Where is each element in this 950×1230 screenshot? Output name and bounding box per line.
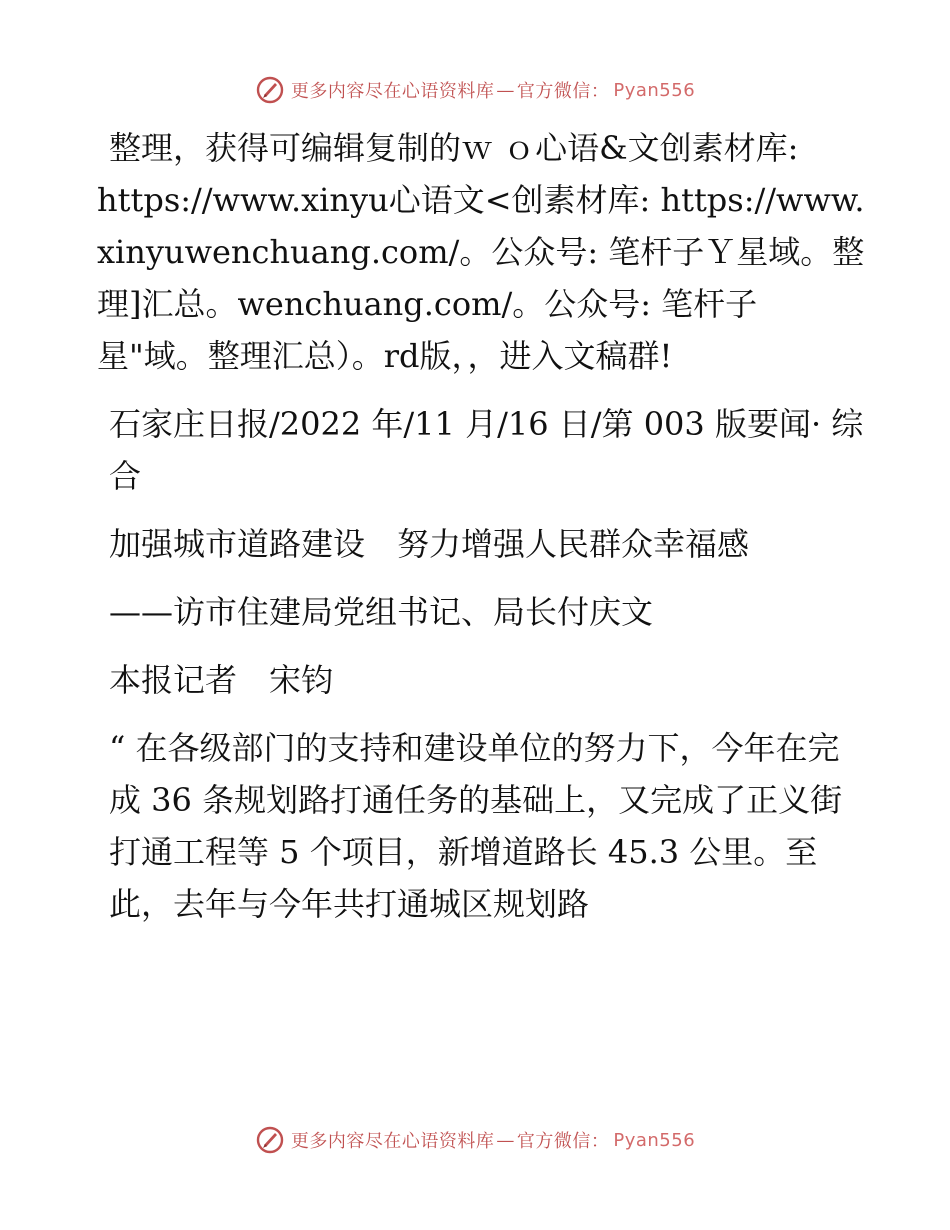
watermark-handle: Pyan556 <box>613 79 696 101</box>
watermark-text: 更多内容尽在心语资料库 <box>290 1131 495 1152</box>
article-body <box>97 122 867 930</box>
byline: 本报记者 宋钧 <box>109 661 334 699</box>
brand-logo-icon <box>255 1125 285 1155</box>
watermark-text: 更多内容尽在心语资料库 <box>290 81 495 102</box>
intro-line-1: 整理，获得可编辑复制的ｗ ｏ心语&文创素材库: <box>109 129 799 167</box>
watermark-header <box>0 70 950 110</box>
headline: 加强城市道路建设 努力增强人民群众幸福感 <box>109 525 750 563</box>
body-paragraph: “ 在各级部门的支持和建设单位的努力下，今年在完成 36 条规划路打通任务的基础上，又完成了正义街打通工程等 5 个项目，新增道路长 45.3 公里。至此，去年与今年共打通城区规划路 <box>109 729 843 923</box>
brand-logo-icon <box>255 75 285 105</box>
watermark-footer <box>0 1120 950 1160</box>
watermark-separator: — <box>496 79 515 101</box>
watermark-handle: Pyan556 <box>613 1129 696 1151</box>
intro-line-2: https://www.xinyu心语文<创素材库: https://www.xinyuwenchuang.com/。公众号: 笔杆子Ｙ星域。整理]汇总。wenchuang.com/。公众号: 笔杆子星"域。整理汇总）。rd版，，进入文稿群! <box>97 181 865 375</box>
watermark-official: 官方微信： <box>516 1131 610 1152</box>
subheadline: ——访市住建局党组书记、局长付庆文 <box>109 593 654 631</box>
watermark-official: 官方微信： <box>516 81 610 102</box>
watermark-separator: — <box>496 1129 515 1151</box>
source-line: 石家庄日报/2022 年/11 月/16 日/第 003 版要闻· 综合 <box>109 405 864 495</box>
